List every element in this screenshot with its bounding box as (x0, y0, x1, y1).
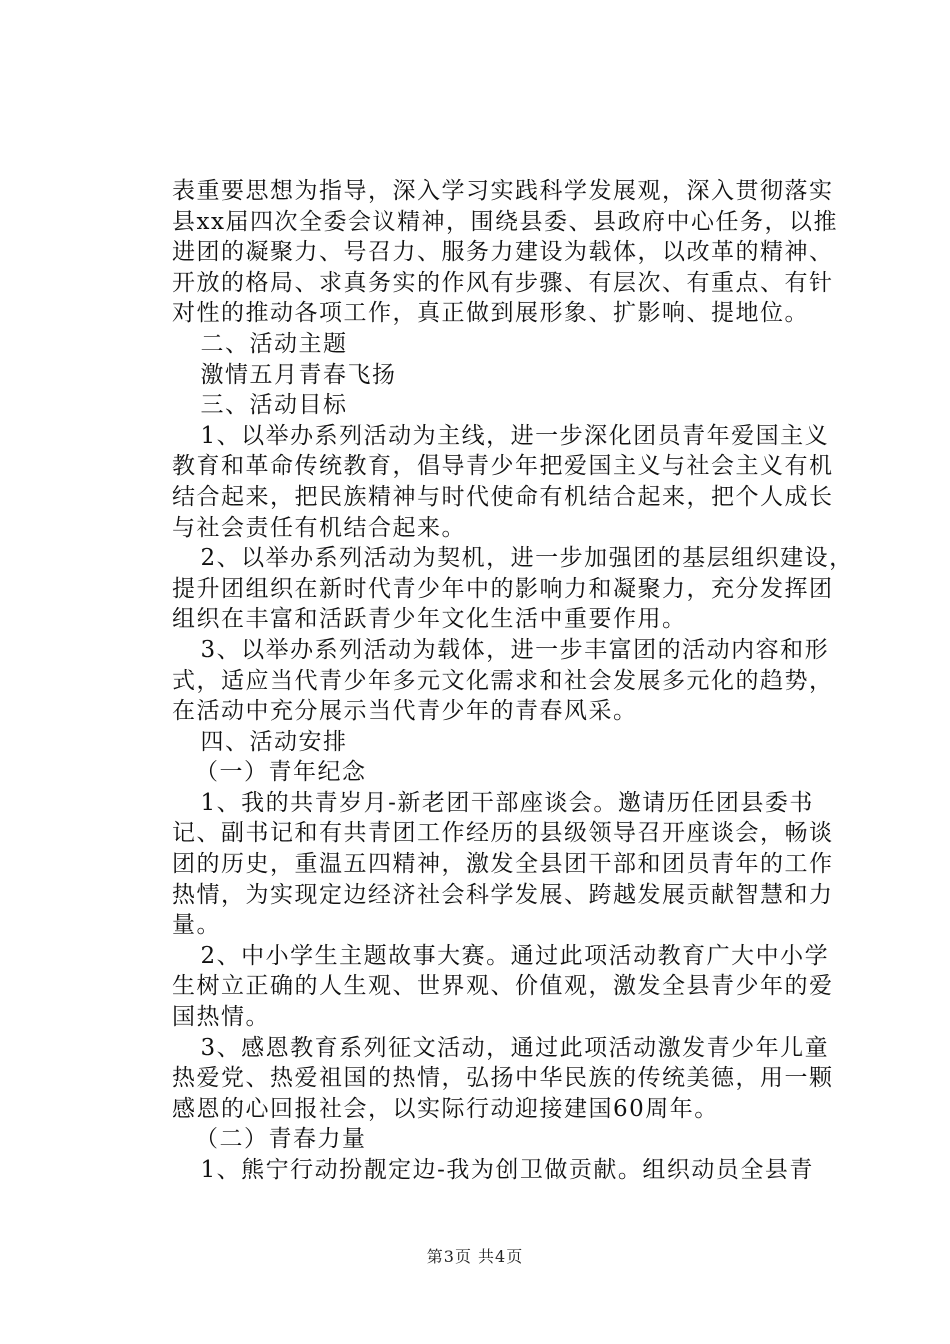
body-line: 与社会责任有机结合起来。 (172, 514, 466, 541)
body-line: 式，适应当代青少年多元文化需求和社会发展多元化的趋势， (172, 667, 834, 694)
section-heading: 二、活动主题 (176, 330, 348, 357)
section-heading: 三、活动目标 (176, 392, 348, 419)
body-line: 感恩的心回报社会，以实际行动迎接建国60周年。 (172, 1095, 719, 1122)
body-line: 对性的推动各项工作，真正做到展形象、扩影响、提地位。 (172, 300, 809, 327)
body-line: 结合起来，把民族精神与时代使命有机结合起来，把个人成长 (172, 483, 834, 510)
body-line: 团的历史，重温五四精神，激发全县团干部和团员青年的工作 (172, 851, 834, 878)
body-line: 量。 (172, 912, 221, 939)
paragraph-start: 2、中小学生主题故事大赛。通过此项活动教育广大中小学 (176, 942, 830, 969)
body-line: 开放的格局、求真务实的作风有步骤、有层次、有重点、有针 (172, 269, 834, 296)
body-line: 提升团组织在新时代青少年中的影响力和凝聚力，充分发挥团 (172, 575, 834, 602)
paragraph-start: 1、我的共青岁月-新老团干部座谈会。邀请历任团县委书 (176, 789, 814, 816)
activity-theme: 激情五月青春飞扬 (176, 361, 397, 388)
paragraph-start: 3、感恩教育系列征文活动，通过此项活动激发青少年儿童 (176, 1034, 830, 1061)
paragraph-start: 3、以举办系列活动为载体，进一步丰富团的活动内容和形 (176, 636, 830, 663)
body-line: 生树立正确的人生观、世界观、价值观，激发全县青少年的爱 (172, 973, 834, 1000)
body-line: 记、副书记和有共青团工作经历的县级领导召开座谈会，畅谈 (172, 820, 834, 847)
body-line: 县xx届四次全委会议精神，围绕县委、县政府中心任务，以推 (172, 208, 838, 235)
body-line: 热爱党、热爱祖国的热情，弘扬中华民族的传统美德，用一颗 (172, 1065, 834, 1092)
body-line: 热情，为实现定边经济社会科学发展、跨越发展贡献智慧和力 (172, 881, 834, 908)
body-line: 教育和革命传统教育，倡导青少年把爱国主义与社会主义有机 (172, 453, 834, 480)
body-line: 表重要思想为指导，深入学习实践科学发展观，深入贯彻落实 (172, 178, 834, 204)
body-line: 进团的凝聚力、号召力、服务力建设为载体，以改革的精神、 (172, 239, 834, 266)
section-heading: 四、活动安排 (176, 728, 348, 755)
subsection-heading: （一）青年纪念 (182, 759, 367, 786)
page-number-footer: 第3页 共4页 (426, 1247, 524, 1266)
body-line: 在活动中充分展示当代青少年的青春风采。 (172, 698, 638, 725)
paragraph-start: 2、以举办系列活动为契机，进一步加强团的基层组织建设， (176, 545, 854, 572)
paragraph-start: 1、熊宁行动扮靓定边-我为创卫做贡献。组织动员全县青 (176, 1157, 814, 1183)
paragraph-start: 1、以举办系列活动为主线，进一步深化团员青年爱国主义 (176, 422, 830, 449)
document-body (172, 176, 854, 1186)
body-line: 组织在丰富和活跃青少年文化生活中重要作用。 (172, 606, 687, 633)
subsection-heading: （二）青春力量 (182, 1126, 367, 1153)
body-line: 国热情。 (172, 1004, 270, 1031)
